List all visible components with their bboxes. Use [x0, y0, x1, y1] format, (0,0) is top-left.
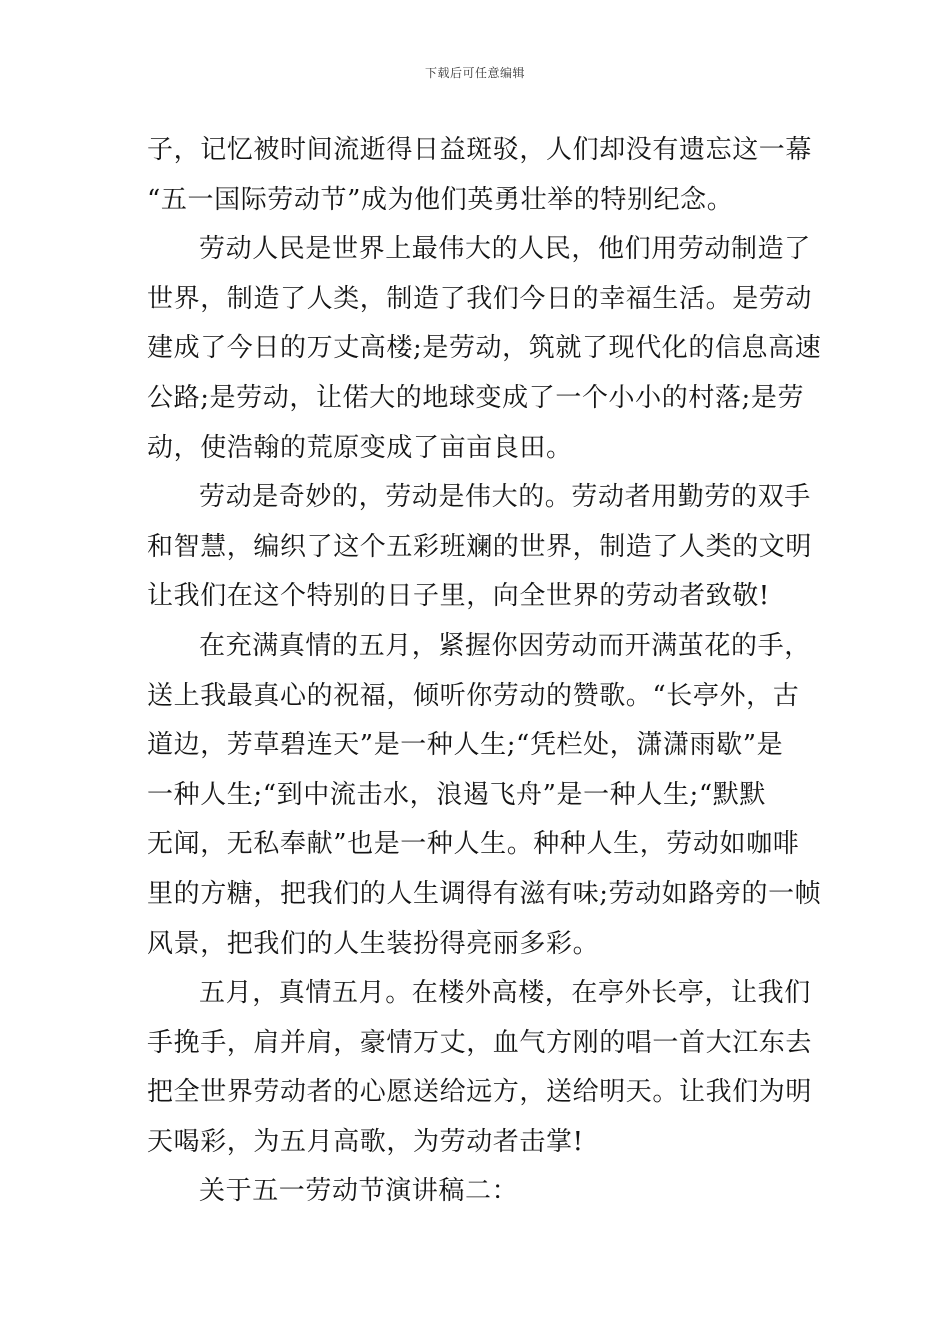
- text-line: 劳动是奇妙的，劳动是伟大的。劳动者用勤劳的双手: [199, 482, 811, 513]
- text-line: 天喝彩，为五月高歌，为劳动者击掌!: [147, 1126, 584, 1157]
- section-heading: 关于五一劳动节演讲稿二：: [199, 1176, 519, 1207]
- text-line: 动，使浩翰的荒原变成了亩亩良田。: [147, 432, 573, 463]
- text-line: 里的方糖，把我们的人生调得有滋有味;劳动如路旁的一帧: [147, 878, 822, 909]
- text-line: 子，记忆被时间流逝得日益斑驳，人们却没有遗忘这一幕: [147, 135, 813, 165]
- text-line: 和智慧，编织了这个五彩班斓的世界，制造了人类的文明: [147, 531, 813, 562]
- text-line: 风景，把我们的人生装扮得亮丽多彩。: [147, 928, 600, 959]
- text-line: 一种人生;“到中流击水，浪遏飞舟”是一种人生;“默默: [147, 779, 766, 810]
- text-line: 世界，制造了人类，制造了我们今日的幸福生活。是劳动: [147, 283, 813, 314]
- text-line: 道边，芳草碧连天”是一种人生;“凭栏处，潇潇雨歇”是: [147, 730, 784, 761]
- header-note: 下载后可任意编辑: [424, 66, 525, 80]
- body-text: [147, 126, 822, 1217]
- text-line: 五月，真情五月。在楼外高楼，在亭外长亭，让我们: [199, 978, 811, 1009]
- text-line: 建成了今日的万丈高楼;是劳动，筑就了现代化的信息高速: [147, 333, 822, 364]
- text-line: 让我们在这个特别的日子里，向全世界的劳动者致敬!: [147, 581, 770, 612]
- text-line: “五一国际劳动节”成为他们英勇壮举的特别纪念。: [147, 184, 734, 215]
- text-line: 送上我最真心的祝福，倾听你劳动的赞歌。“长亭外，古: [147, 680, 800, 711]
- text-line: 无闻，无私奉献”也是一种人生。种种人生，劳动如咖啡: [147, 829, 800, 860]
- text-line: 手挽手，肩并肩，豪情万丈，血气方刚的唱一首大江东去: [147, 1027, 813, 1058]
- text-line: 公路;是劳动，让偌大的地球变成了一个小小的村落;是劳: [147, 382, 805, 413]
- text-line: 把全世界劳动者的心愿送给远方，送给明天。让我们为明: [147, 1077, 813, 1108]
- text-line: 在充满真情的五月，紧握你因劳动而开满茧花的手，: [199, 630, 811, 661]
- text-line: 劳动人民是世界上最伟大的人民，他们用劳动制造了: [199, 234, 811, 265]
